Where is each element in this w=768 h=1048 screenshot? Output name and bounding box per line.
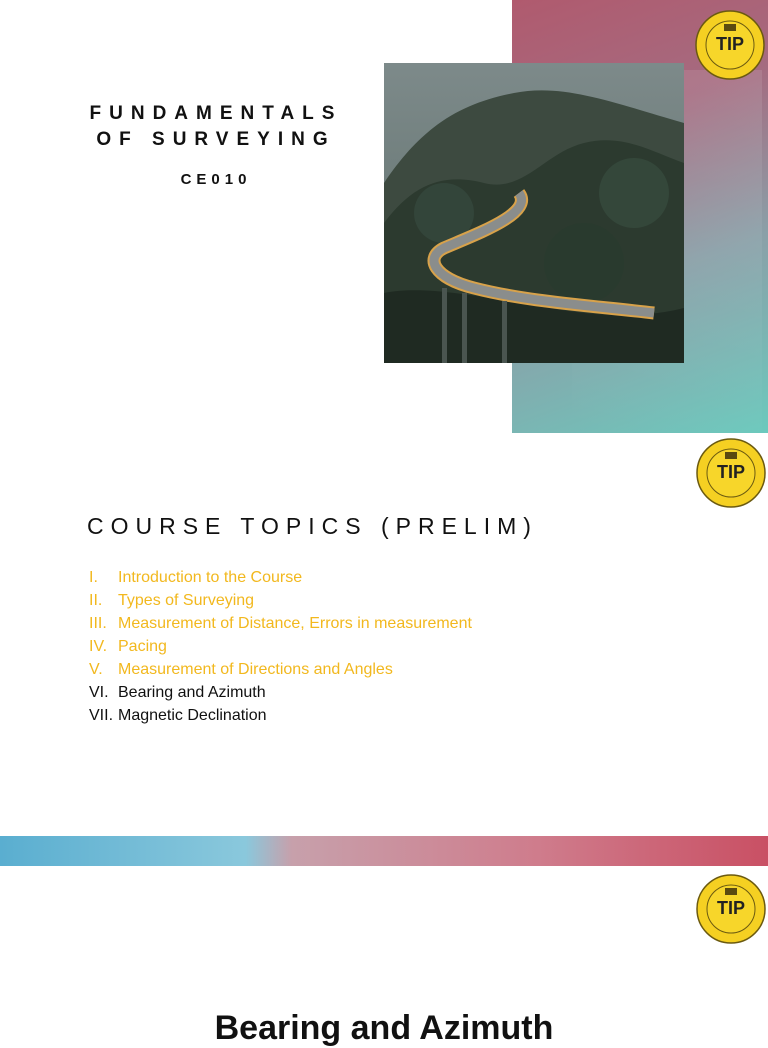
- slide-title: Bearing and Azimuth: [214, 1009, 554, 1047]
- logo-text: TIP: [716, 462, 745, 482]
- topic-item: I. Introduction to the Course: [89, 569, 303, 586]
- topic-item: V. Measurement of Directions and Angles: [89, 661, 393, 678]
- tip-logo: [695, 10, 765, 80]
- topic-item: IV. Pacing: [89, 638, 167, 655]
- course-code: CE010: [180, 171, 252, 188]
- topics-heading: COURSE TOPICS (PRELIM): [87, 513, 538, 539]
- topic-item: III. Measurement of Distance, Errors in measurement: [89, 615, 472, 632]
- logo-text: TIP: [716, 898, 745, 918]
- topics-slide: [0, 433, 768, 866]
- gradient-band: [0, 836, 768, 866]
- tip-logo: [696, 438, 766, 508]
- topic-item: VI. Bearing and Azimuth: [89, 684, 266, 701]
- bearing-slide: [0, 866, 768, 1047]
- logo-text: TIP: [715, 34, 744, 54]
- title-slide: [0, 0, 768, 433]
- topic-item: VII. Magnetic Declination: [89, 707, 267, 724]
- topic-item: II. Types of Surveying: [89, 592, 255, 609]
- slide-title-line1: FUNDAMENTALS: [89, 103, 343, 124]
- tip-logo: [696, 874, 766, 944]
- slide-title-line2: OF SURVEYING: [96, 129, 336, 150]
